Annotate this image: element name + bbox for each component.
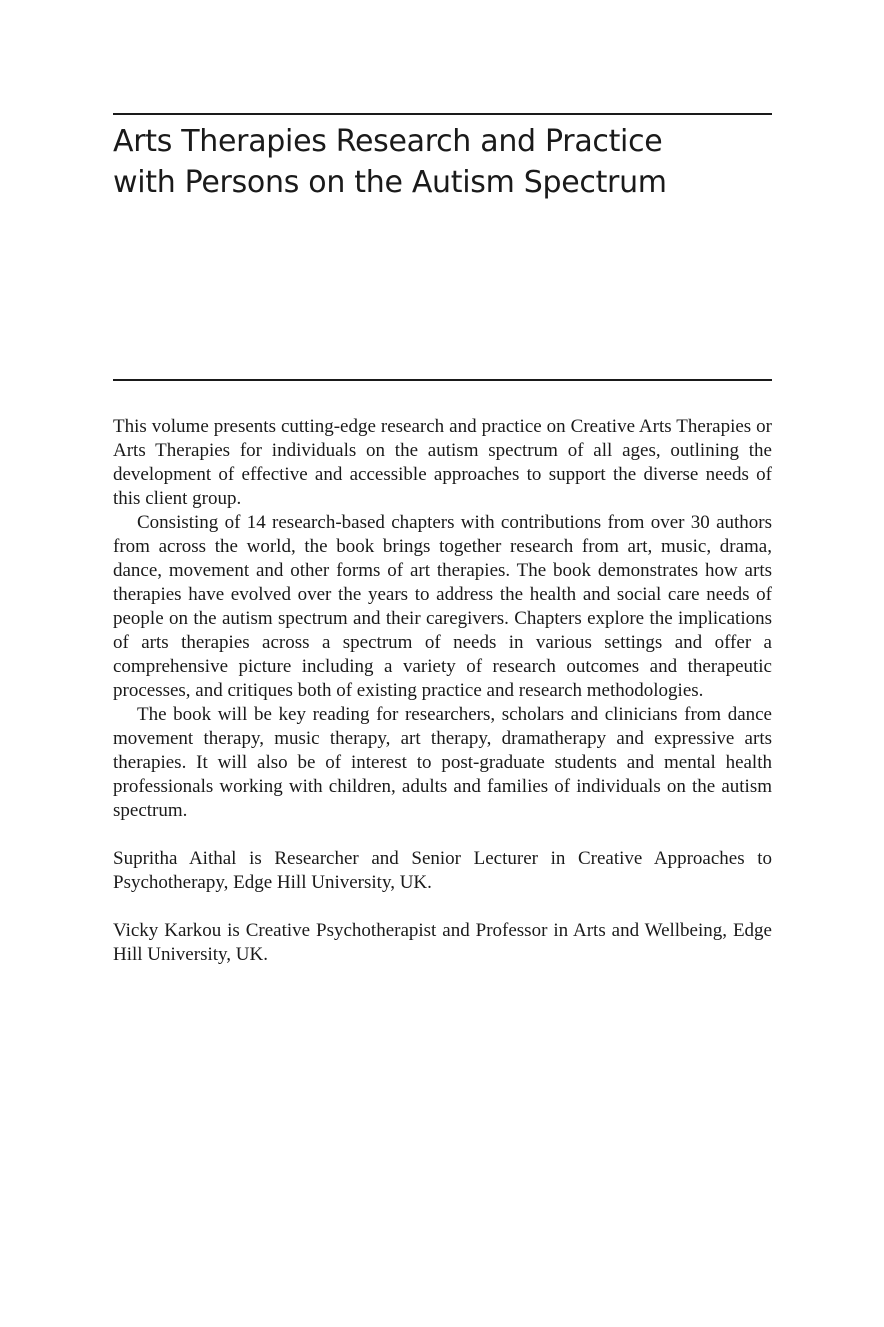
author-bio-2 xyxy=(113,919,772,967)
author-name-2: Vicky Karkou xyxy=(113,920,222,941)
description-paragraph-3: The book will be key reading for researchers, scholars and clinicians from dance movement therapy, music therapy, art therapy, dramatherapy and expressive arts therapies. It will also be of interest to post-graduate students and mental health professionals working with children, adults and families of individuals on the autism spectrum. xyxy=(113,704,772,821)
book-title-line-2: with Persons on the Autism Spectrum xyxy=(113,165,667,200)
book-title xyxy=(113,121,772,203)
book-title-line-1: Arts Therapies Research and Practice xyxy=(113,124,663,159)
bottom-rule xyxy=(113,379,772,381)
author-bio-text-2: is Creative Psychotherapist and Professor in Arts and Wellbeing, Edge Hill University, UK. xyxy=(113,920,772,965)
author-bio-1 xyxy=(113,847,772,895)
description-paragraph-2: Consisting of 14 research-based chapters with contributions from over 30 authors from across the world, the book brings together research from art, music, drama, dance, movement and other forms of art therapies. The book demonstrates how arts therapies have evolved over the years to address the health and social care needs of people on the autism spectrum and their caregivers. Chapters explore the implications of arts therapies across a spectrum of needs in various settings and offer a comprehensive picture including a variety of research outcomes and therapeutic processes, and critiques both of existing practice and research methodologies. xyxy=(113,512,772,701)
author-bio-text-1: is Researcher and Senior Lecturer in Creative Approaches to Psychotherapy, Edge Hill University, UK. xyxy=(113,848,773,893)
description-paragraph-1: This volume presents cutting-edge research and practice on Creative Arts Therapies or Arts Therapies for individuals on the autism spectrum of all ages, outlining the development of effective and accessible approaches to support the diverse needs of this client group. xyxy=(113,416,772,509)
book-description xyxy=(113,415,772,967)
top-rule xyxy=(113,113,772,115)
author-name-1: Supritha Aithal xyxy=(113,848,237,869)
